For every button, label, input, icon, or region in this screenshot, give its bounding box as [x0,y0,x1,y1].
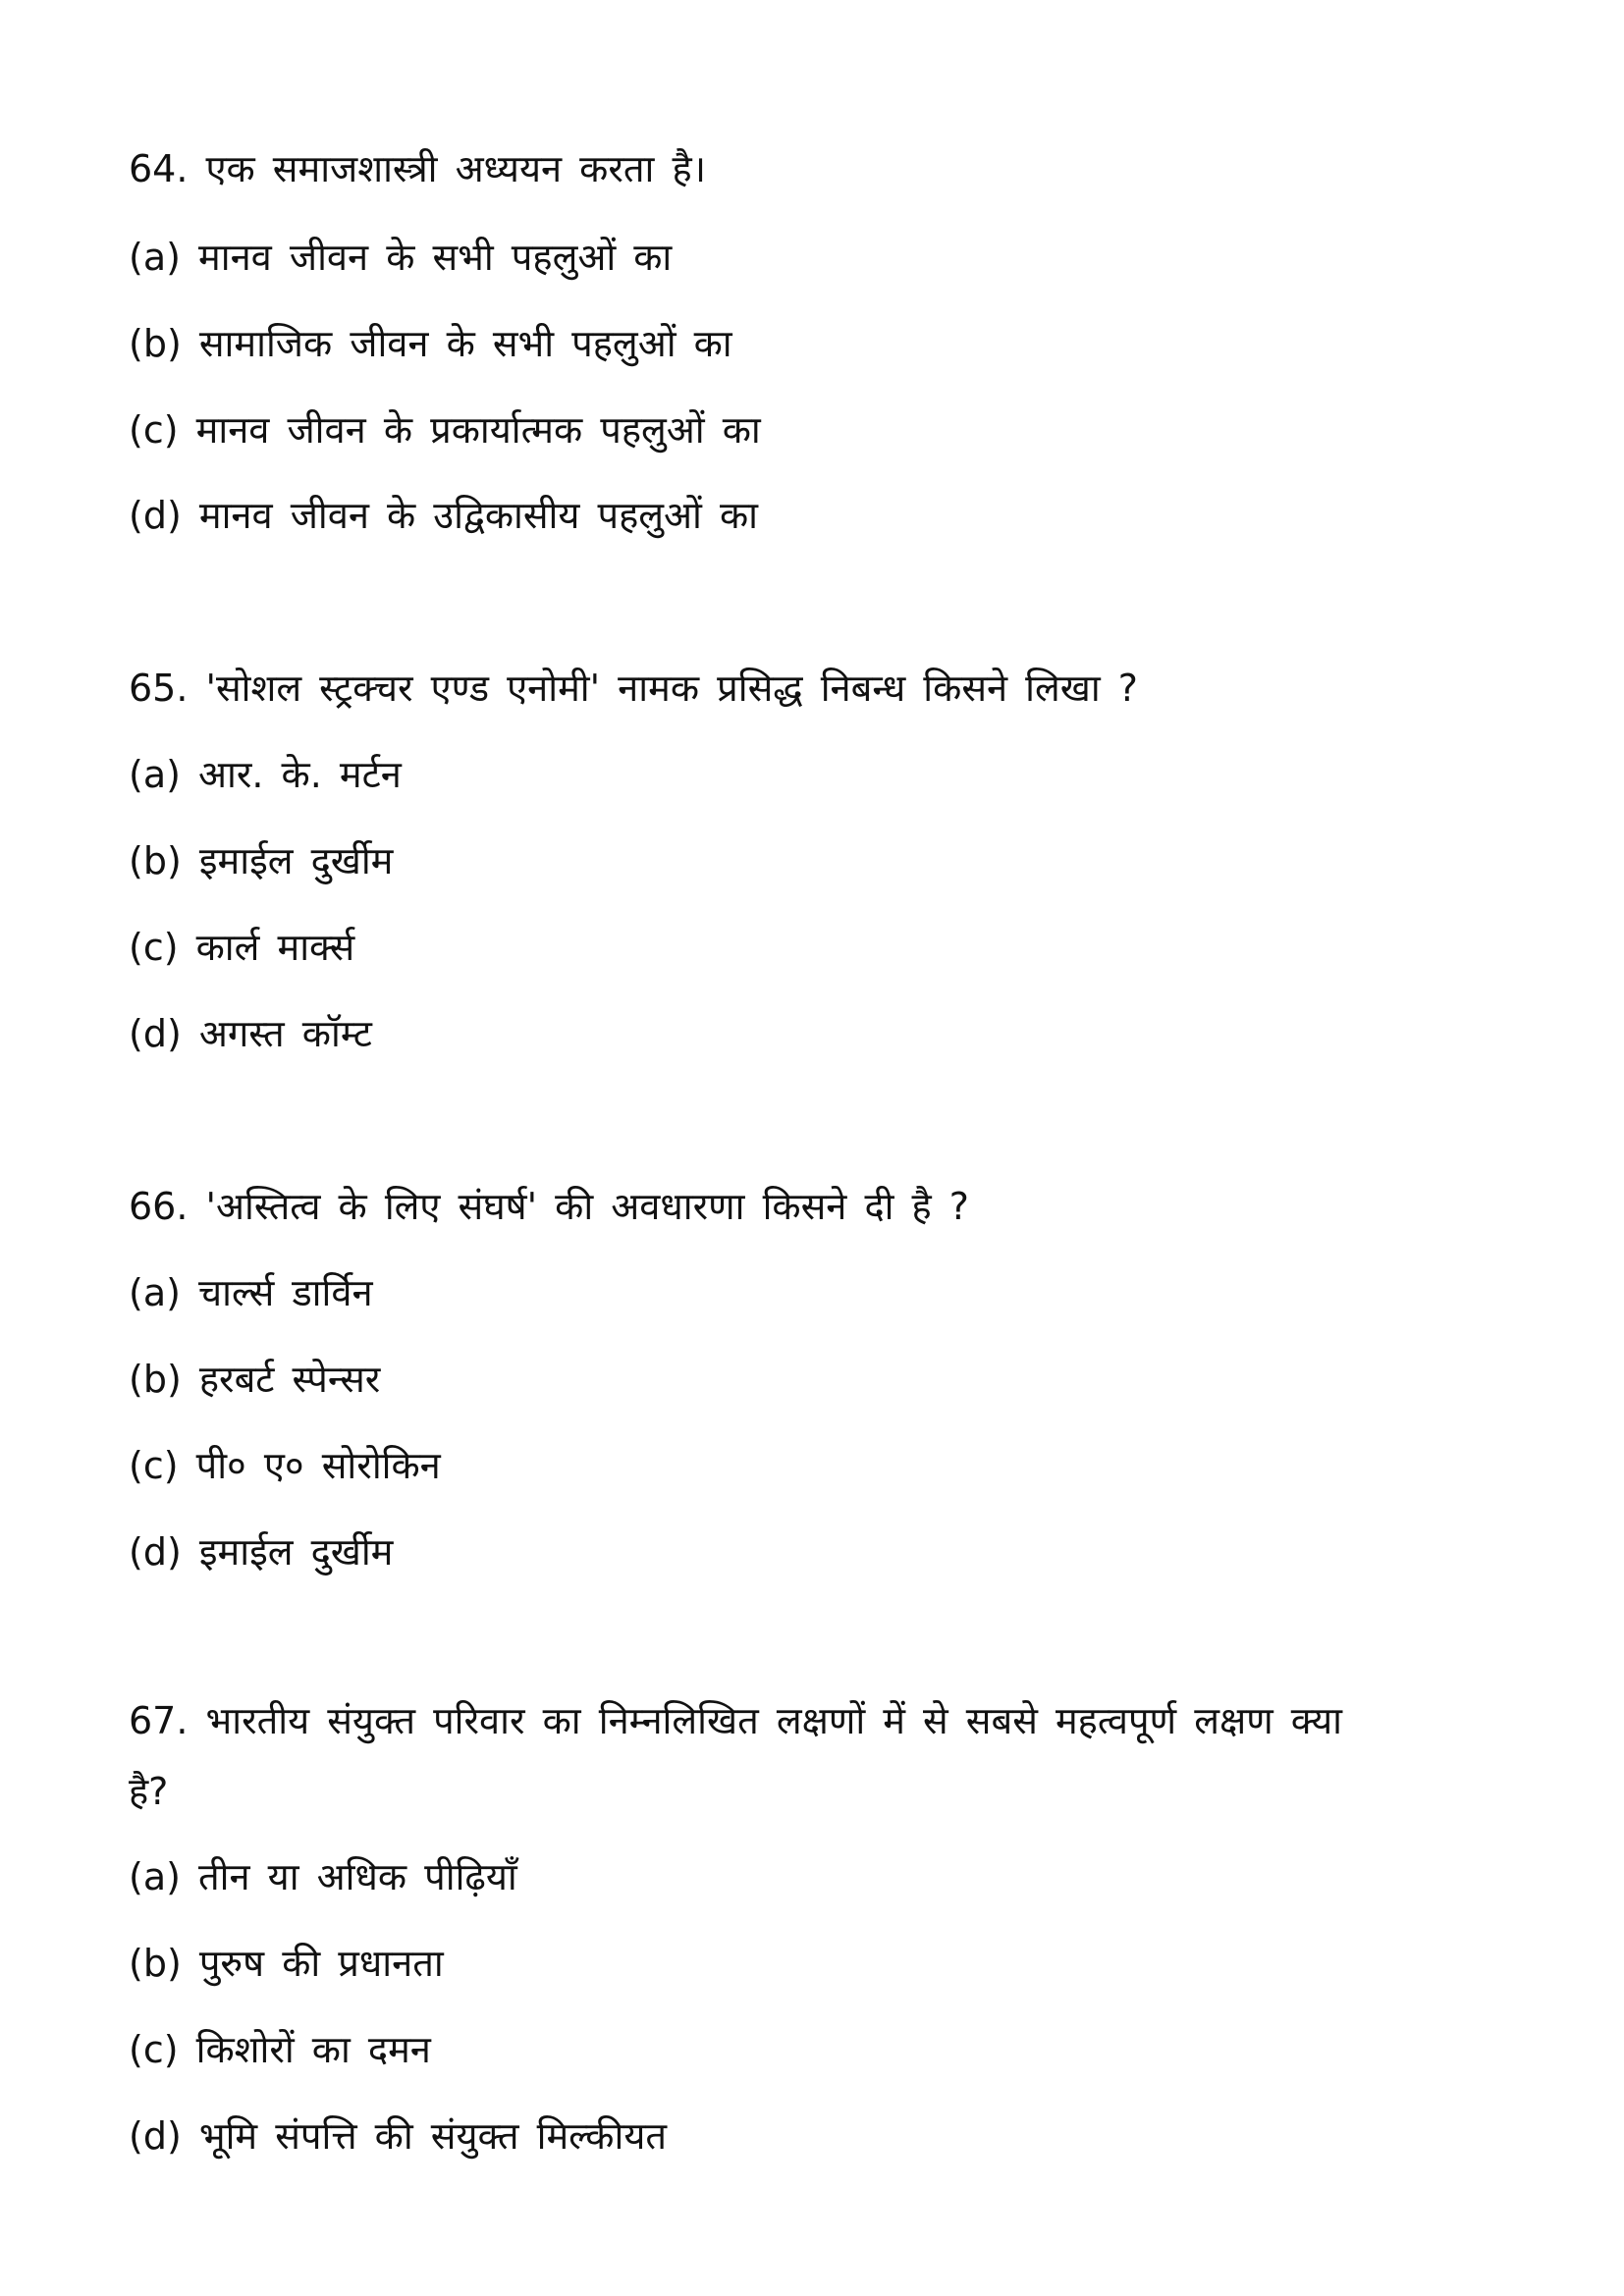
option-d: (d) अगस्त कॉम्ट [129,1012,372,1055]
option-b: (b) पुरुष की प्रधानता [129,1942,444,1985]
option-d: (d) इमाईल दुर्खीम [129,1530,394,1574]
option-d: (d) मानव जीवन के उद्विकासीय पहलुओं का [129,494,758,537]
option-a: (a) आर. के. मर्टन [129,753,402,796]
question-text: 66. 'अस्तित्व के लिए संघर्ष' की अवधारणा किसने दी है ? [129,1185,969,1228]
option-a: (a) चार्ल्स डार्विन [129,1271,373,1314]
option-b: (b) सामाजिक जीवन के सभी पहलुओं का [129,322,732,365]
question-text: 64. एक समाजशास्त्री अध्ययन करता है। [129,147,707,190]
option-a: (a) मानव जीवन के सभी पहलुओं का [129,236,673,279]
option-c: (c) किशोरों का दमन [129,2028,431,2071]
question-text-continued: है? [129,1770,169,1813]
option-a: (a) तीन या अधिक पीढ़ियाँ [129,1855,517,1898]
question-text: 65. 'सोशल स्ट्रक्चर एण्ड एनोमी' नामक प्रसिद्ध निबन्ध किसने लिखा ? [129,667,1138,710]
option-c: (c) मानव जीवन के प्रकार्यात्मक पहलुओं का [129,408,761,452]
question-text: 67. भारतीय संयुक्त परिवार का निम्नलिखित लक्षणों में से सबसे महत्वपूर्ण लक्षण क्या [129,1699,1342,1742]
option-c: (c) कार्ल मार्क्स [129,926,355,969]
option-b: (b) इमाईल दुर्खीम [129,839,394,882]
option-c: (c) पी० ए० सोरोकिन [129,1444,441,1487]
option-b: (b) हरबर्ट स्पेन्सर [129,1358,381,1401]
option-d: (d) भूमि संपत्ति की संयुक्त मिल्कीयत [129,2114,668,2158]
